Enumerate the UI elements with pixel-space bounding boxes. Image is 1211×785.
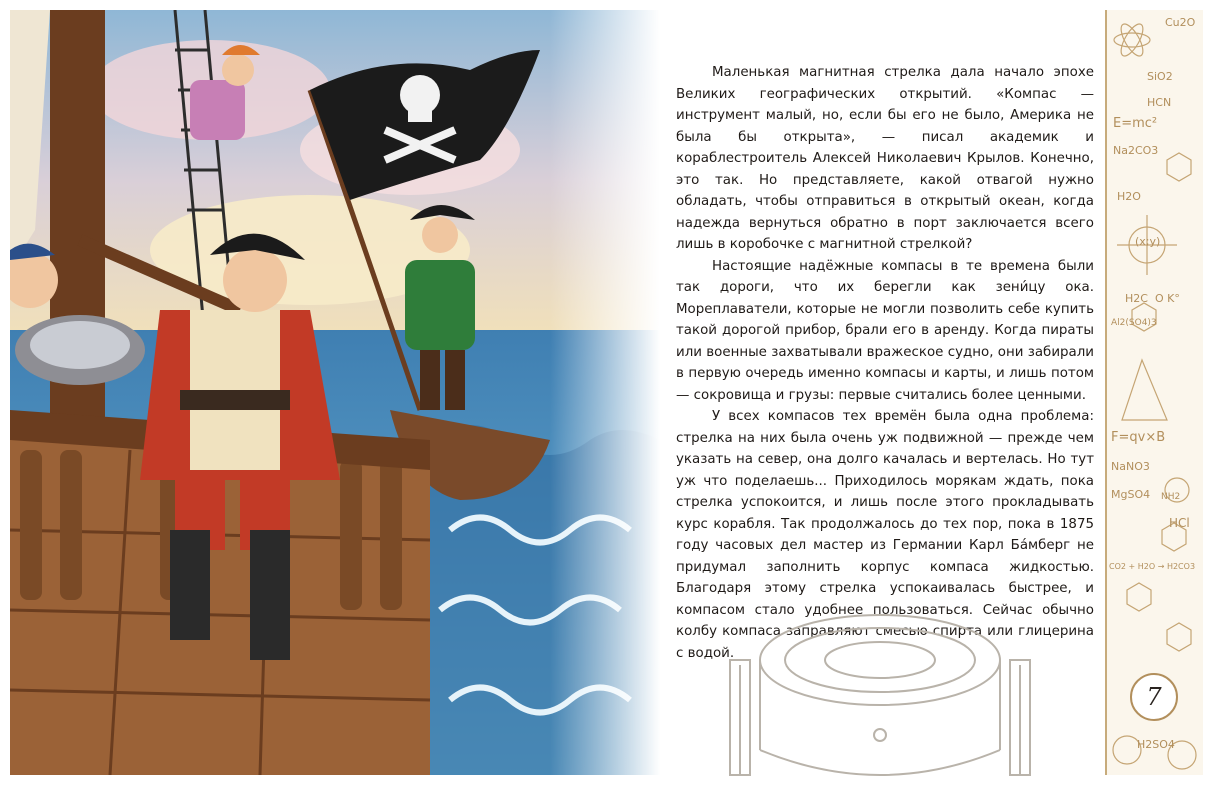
formula: MgSO4: [1111, 488, 1151, 501]
science-formula-sidebar: [1105, 10, 1203, 775]
formula: NaNO3: [1111, 460, 1150, 473]
formula: HCN: [1147, 96, 1172, 109]
body-text: [676, 62, 1094, 664]
formula: CO2 + H2O → H2CO3: [1109, 562, 1196, 571]
formula: SiO2: [1147, 70, 1173, 83]
formula: Al2(SO4)3: [1111, 318, 1157, 328]
formula: Cu2O: [1165, 16, 1196, 29]
paragraph: У всех компасов тех времён была одна проблема: стрелка на них была очень уж подвижной — прежде чем указать на север, она долго качалась и вертелась. Но тут уж что поделаешь... Приходилось морякам ждать, пока стрелка успокоится, и лишь после этого прокладывать курс корабля. Так продолжалось до тех пор, пока в 1875 году часовых дел мастер из Германии Карл Ба́мберг не придумал заполнить корпус компаса жидкостью. Благодаря этому стрелка успокаивалась быстрее, и компасом стало удобнее пользоваться. Сейчас обычно колбу компаса заправляют смесью спирта или глицерина с водой.: [676, 409, 1094, 661]
formula: H2SO4: [1137, 738, 1175, 751]
paragraph: Настоящие надёжные компасы в те времена были так дороги, что их берегли как зени́цу ока. Мореплаватели, которые не могли позволить себе купить такой дорогой прибор, брали его в аренду. Когда пираты или военные захватывали вражеское судно, они забирали в первую очередь именно компасы и карты, и лишь потом — сокровища и грузы: первые считались более ценными.: [676, 258, 1094, 403]
formula: NH2: [1161, 492, 1181, 502]
formula: O K°: [1155, 292, 1180, 305]
pirate-ship-illustration: [10, 10, 660, 775]
formula: F=qv×B: [1111, 430, 1166, 445]
page-number: 7: [1130, 673, 1178, 721]
formula: Na2CO3: [1113, 144, 1159, 157]
formula: H2C: [1125, 292, 1148, 305]
formula: E=mc²: [1113, 116, 1158, 131]
compass-sketch-illustration: [725, 600, 1035, 780]
paragraph: Маленькая магнитная стрелка дала начало эпохе Великих географических открытий. «Компас — инструмент малый, но, если бы его не было, Америка не была бы открыта», — писал академик и кораблестроитель Алексей Николаевич Крылов. Конечно, это так. Но представляете, какой отвагой нужно обладать, чтобы отправиться в открытый океан, когда надежда вернуться обратно в порт заключается всего лишь в коробочке с магнитной стрелкой?: [676, 65, 1094, 252]
formula: H2O: [1117, 190, 1141, 203]
formula: HCl: [1169, 516, 1190, 530]
formula: (x;y): [1135, 235, 1161, 248]
